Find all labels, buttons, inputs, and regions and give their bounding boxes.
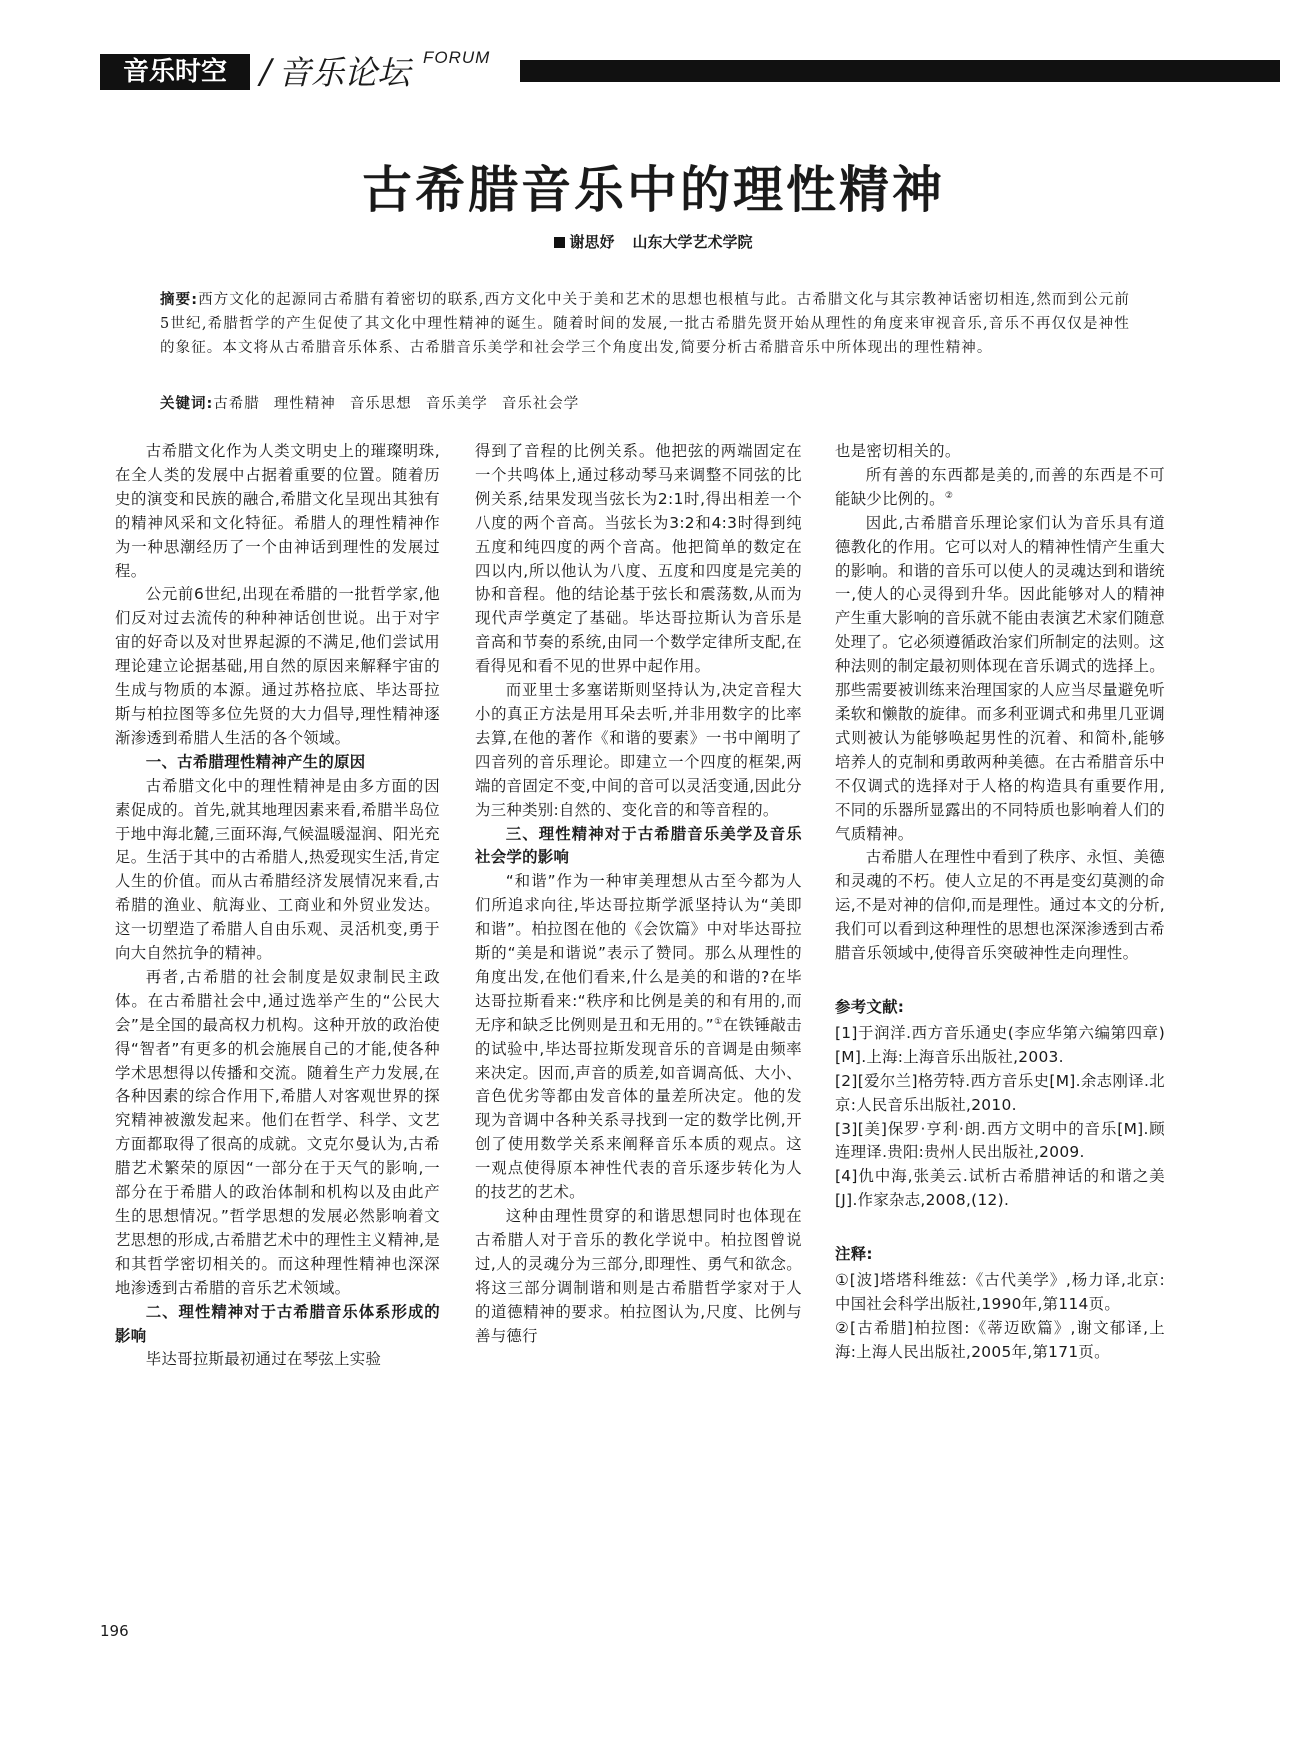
paragraph: 因此,古希腊音乐理论家们认为音乐具有道德教化的作用。它可以对人的精神性情产生重大的影响。和谐的音乐可以使人的灵魂达到和谐统一,使人的心灵得到升华。因此能够对人的精神产生重大影响的音乐就不能由表演艺术家们随意处理了。它必须遵循政治家们所制定的法则。这种法则的制定最初则体现在音乐调式的选择上。那些需要被训练来治理国家的人应当尽量避免听柔软和懒散的旋律。而多利亚调式和弗里几亚调式则被认为能够唤起男性的沉着、和简朴,能够培养人的克制和勇敢两种美德。在古希腊音乐中不仅调式的选择对于人格的构造具有重要作用,不同的乐器所显露出的不同特质也影响着人们的气质精神。 xyxy=(835,513,1165,843)
keyword: 古希腊 xyxy=(213,396,260,412)
keywords xyxy=(160,392,1130,416)
footnote-marker: ① xyxy=(713,1016,723,1027)
abstract-text: 西方文化的起源同古希腊有着密切的联系,西方文化中关于美和艺术的思想也根植与此。古希腊文化与其宗教神话密切相连,然而到公元前5世纪,希腊哲学的产生促使了其文化中理性精神的诞生。随着时间的发展,一批古希腊先贤开始从理性的角度来审视音乐,音乐不再仅仅是神性的象征。本文将从古希腊音乐体系、古希腊音乐美学和社会学三个角度出发,简要分析古希腊音乐中所体现出的理性精神。 xyxy=(160,292,1130,356)
paragraph xyxy=(475,870,802,1205)
paragraph: 古希腊文化作为人类文明史上的璀璨明珠,在全人类的发展中占据着重要的位置。随着历史的演变和民族的融合,希腊文化呈现出其独有的精神风采和文化特征。希腊人的理性精神作为一种思潮经历了一个由神话到理性的发展过程。 xyxy=(115,442,440,580)
references-heading: 参考文献: xyxy=(835,997,905,1016)
footnote-marker: ② xyxy=(944,490,954,501)
paragraph: 古希腊人在理性中看到了秩序、永恒、美德和灵魂的不朽。使人立足的不再是变幻莫测的命运,不是对神的信仰,而是理性。通过本文的分析,我们可以看到这种理性的思想也深深渗透到古希腊音乐领域中,使得音乐突破神性走向理性。 xyxy=(835,848,1165,963)
reference-item: [3][美]保罗·亨利·朗.西方文明中的音乐[M].顾连理译.贵阳:贵州人民出版社,2009. xyxy=(835,1119,1165,1162)
body-column-2 xyxy=(475,440,802,1348)
note-item: ②[古希腊]柏拉图:《蒂迈欧篇》,谢文郁译,上海:上海人民出版社,2005年,第171页。 xyxy=(835,1319,1165,1361)
keyword: 音乐思想 xyxy=(349,396,412,412)
paragraph: 公元前6世纪,出现在希腊的一批哲学家,他们反对过去流传的种种神话创世说。出于对宇宙的好奇以及对世界起源的不满足,他们尝试用理论建立论据基础,用自然的原因来解释宇宙的生成与物质的本源。通过苏格拉底、毕达哥拉斯与柏拉图等多位先贤的大力倡导,理性精神逐渐渗透到希腊人生活的各个领域。 xyxy=(115,585,440,747)
reference-item: [2][爱尔兰]格劳特.西方音乐史[M].余志刚译.北京:人民音乐出版社,2010. xyxy=(835,1071,1165,1114)
section-heading-2: 二、理性精神对于古希腊音乐体系形成的影响 xyxy=(115,1302,440,1345)
note-item: ①[波]塔塔科维兹:《古代美学》,杨力译,北京:中国社会科学出版社,1990年,第114页。 xyxy=(835,1271,1165,1314)
byline-square-icon xyxy=(554,237,565,248)
paragraph-text: 在铁锤敲击的试验中,毕达哥拉斯发现音乐的音调是由频率来决定。因而,声音的质差,如音调高低、大小、音色优劣等都由发音体的量差所决定。他的发现为音调中各种关系寻找到一定的数学比例,开创了使用数学关系来阐释音乐本质的观点。这一观点使得原本神性代表的音乐逐步转化为人的技艺的艺术。 xyxy=(475,1015,802,1202)
author-name: 谢思妤 xyxy=(569,233,615,251)
quote-text: 所有善的东西都是美的,而善的东西是不可能缺少比例的。 xyxy=(835,465,1165,508)
paragraph: 这种由理性贯穿的和谐思想同时也体现在古希腊人对于音乐的教化学说中。柏拉图曾说过,人的灵魂分为三部分,即理性、勇气和欲念。将这三部分调制谐和则是古希腊哲学家对于人的道德精神的要求。柏拉图认为,尺度、比例与善与德行 xyxy=(475,1207,802,1345)
section-name: 音乐论坛 xyxy=(278,53,410,92)
paragraph: 也是密切相关的。 xyxy=(835,442,961,460)
masthead-bar xyxy=(520,60,1280,82)
paragraph: 古希腊文化中的理性精神是由多方面的因素促成的。首先,就其地理因素来看,希腊半岛位于地中海北麓,三面环海,气候温暖湿润、阳光充足。生活于其中的古希腊人,热爱现实生活,肯定人生的价值。而从古希腊经济发展情况来看,古希腊的渔业、航海业、工商业和外贸业发达。这一切塑造了希腊人自由乐观、灵活机变,勇于向大自然抗争的精神。 xyxy=(115,776,440,963)
page-number: 196 xyxy=(100,1622,129,1640)
keywords-label: 关键词: xyxy=(160,396,214,412)
paragraph: 而亚里士多塞诺斯则坚持认为,决定音程大小的真正方法是用耳朵去听,并非用数字的比率去算,在他的著作《和谐的要素》一书中阐明了四音列的音乐理论。即建立一个四度的框架,两端的音固定不变,中间的音可以灵活变通,因此分为三种类别:自然的、变化音的和等音程的。 xyxy=(475,681,802,819)
abstract xyxy=(160,288,1130,360)
byline xyxy=(0,231,1307,253)
body-column-1 xyxy=(115,440,440,1372)
article-title: 古希腊音乐中的理性精神 xyxy=(362,161,945,219)
body-column-3 xyxy=(835,440,1165,1365)
section-forum-label: FORUM xyxy=(423,48,491,67)
abstract-label: 摘要: xyxy=(160,292,199,308)
paragraph-text: “和谐”作为一种审美理想从古至今都为人们所追求向往,毕达哥拉斯学派坚持认为“美即和谐”。柏拉图在他的《会饮篇》中对毕达哥拉斯的“美是和谐说”表示了赞同。那么从理性的角度出发,在他们看来,什么是美的和谐的?在毕达哥拉斯看来:“秩序和比例是美的和有用的,而无序和缺乏比例则是丑和无用的。” xyxy=(475,872,802,1034)
section-heading-1: 一、古希腊理性精神产生的原因 xyxy=(145,752,366,771)
notes-heading: 注释: xyxy=(835,1245,873,1264)
keyword: 音乐社会学 xyxy=(501,396,580,412)
author-affiliation: 山东大学艺术学院 xyxy=(632,233,753,251)
paragraph: 毕达哥拉斯最初通过在琴弦上实验 xyxy=(145,1350,382,1369)
section-heading-3: 三、理性精神对于古希腊音乐美学及音乐社会学的影响 xyxy=(475,824,802,867)
keyword: 理性精神 xyxy=(273,396,336,412)
masthead xyxy=(100,50,1280,95)
magazine-logo: 音乐时空 xyxy=(100,54,250,90)
reference-item: [4]仇中海,张美云.试析古希腊神话的和谐之美[J].作家杂志,2008,(12). xyxy=(835,1167,1165,1210)
keyword: 音乐美学 xyxy=(425,396,488,412)
masthead-separator: / xyxy=(260,52,272,92)
paragraph xyxy=(835,464,1165,512)
paragraph: 得到了音程的比例关系。他把弦的两端固定在一个共鸣体上,通过移动琴马来调整不同弦的比例关系,结果发现当弦长为2:1时,得出相差一个八度的两个音高。当弦长为3:2和4:3时得到纯五度和纯四度的两个音高。他把简单的数定在四以内,所以他认为八度、五度和四度是完美的协和音程。他的结论基于弦长和震荡数,从而为现代声学奠定了基础。毕达哥拉斯认为音乐是音高和节奏的系统,由同一个数学定律所支配,在看得见和看不见的世界中起作用。 xyxy=(475,442,802,676)
paragraph: 再者,古希腊的社会制度是奴隶制民主政体。在古希腊社会中,通过选举产生的“公民大会”是全国的最高权力机构。这种开放的政治使得“智者”有更多的机会施展自己的才能,使各种学术思想得以传播和交流。随着生产力发展,在各种因素的综合作用下,希腊人对客观世界的探究精神被激发起来。他们在哲学、科学、文艺方面都取得了很高的成就。文克尔曼认为,古希腊艺术繁荣的原因“一部分在于天气的影响,一部分在于希腊人的政治体制和机构以及由此产生的思想情况。”哲学思想的发展必然影响着文艺思想的形成,古希腊艺术中的理性主义精神,是和其哲学密切相关的。而这种理性精神也深深地渗透到古希腊的音乐艺术领域。 xyxy=(115,967,440,1297)
reference-item: [1]于润洋.西方音乐通史(李应华第六编第四章)[M].上海:上海音乐出版社,2003. xyxy=(835,1023,1165,1066)
